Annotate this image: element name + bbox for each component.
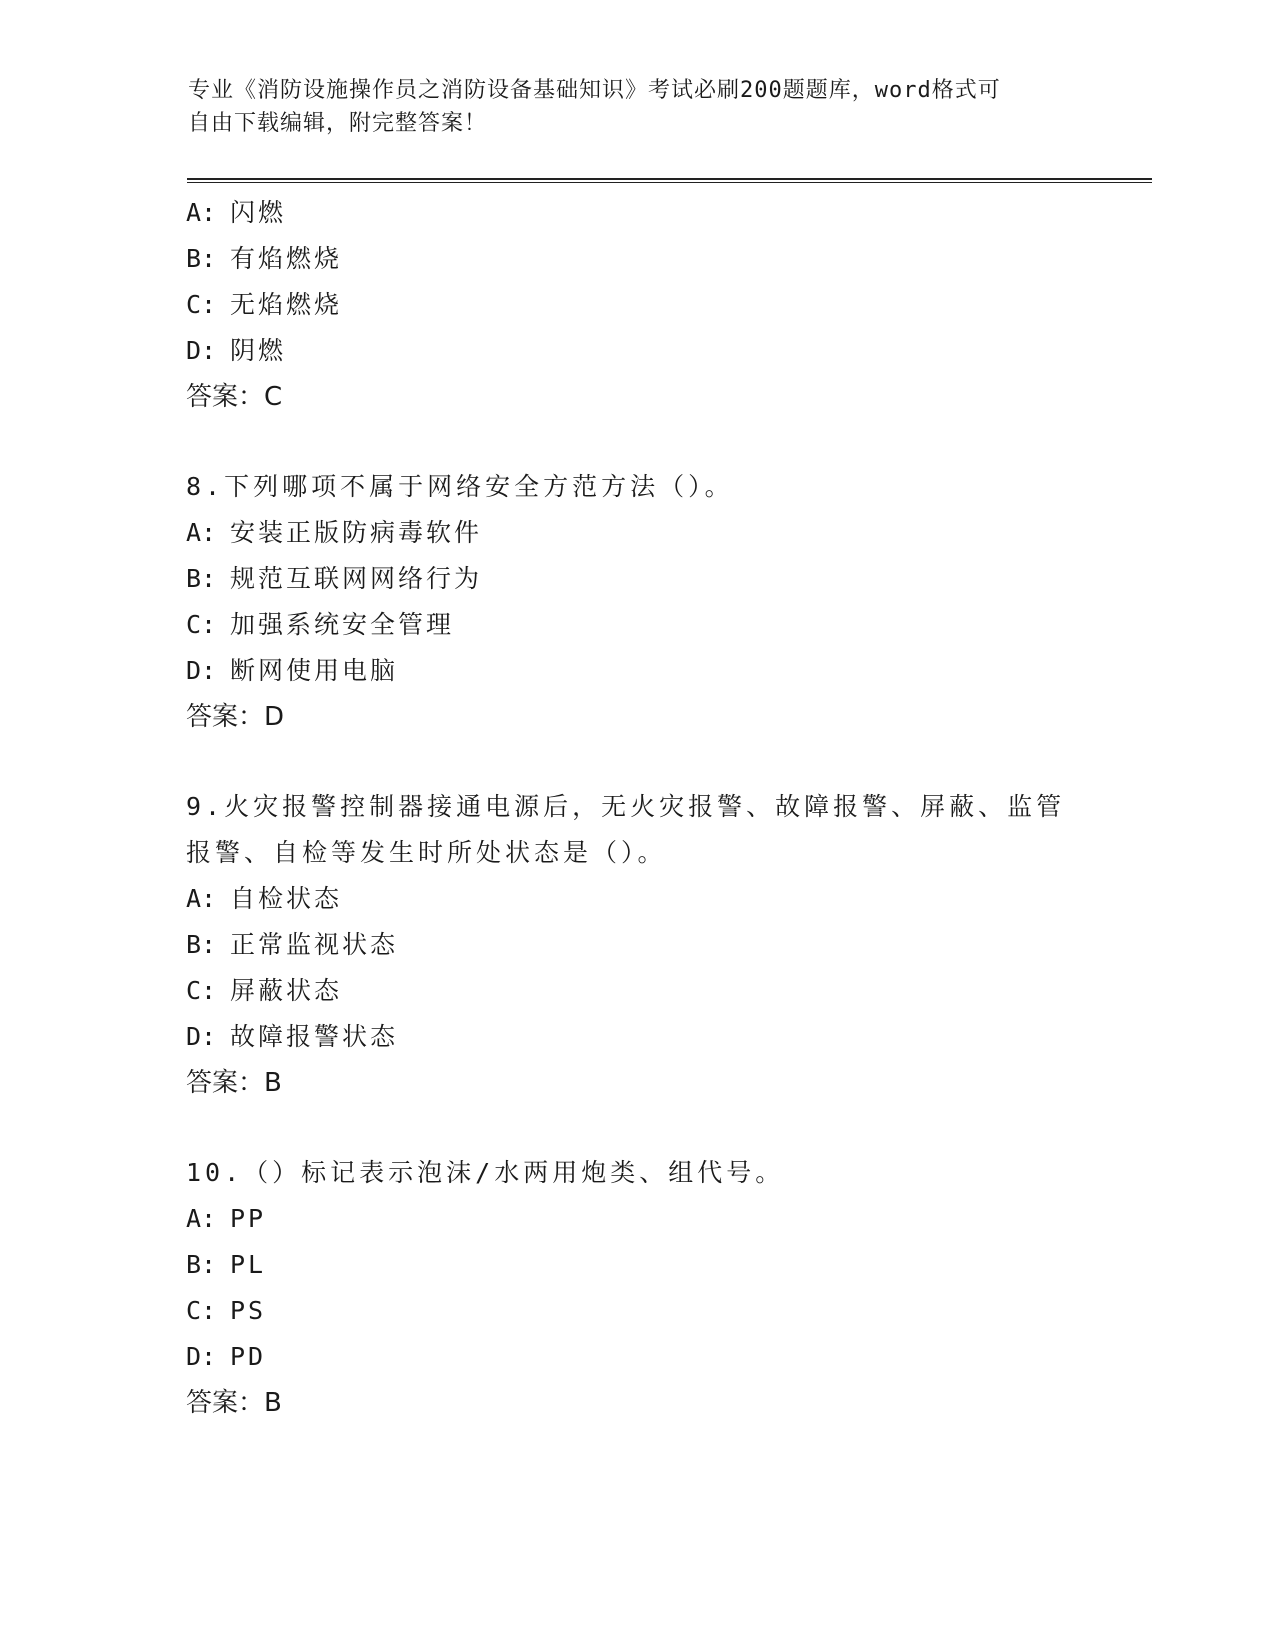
option-text: 故障报警状态 [230,1022,399,1051]
option-key: A: [186,198,217,227]
option-text: PD [230,1342,267,1371]
option-b [186,236,1086,282]
answer-line: 答案：B [186,1388,282,1418]
answer-line: 答案：B [186,1068,282,1098]
option-key: D: [186,656,217,685]
option-c [186,1288,1086,1334]
option-key: D: [186,1342,217,1371]
option-text: 安装正版防病毒软件 [230,518,483,547]
question-text [186,784,1086,876]
question-line-2: 报警、自检等发生时所处状态是（）。 [186,838,667,867]
option-a [186,1196,1086,1242]
option-key: C: [186,976,217,1005]
option-c [186,968,1086,1014]
option-text: PP [230,1204,267,1233]
question-block-9 [186,784,1086,1106]
header-line-1: 专业《消防设施操作员之消防设备基础知识》考试必刷200题题库，word格式可 [188,78,1001,103]
option-key: B: [186,930,217,959]
question-text: 8.下列哪项不属于网络安全方范方法（）。 [186,472,734,501]
option-key: B: [186,1250,217,1279]
option-a [186,190,1086,236]
option-text: PS [230,1296,267,1325]
question-list [186,190,1086,1426]
option-text: 阴燃 [230,336,287,365]
header-divider-thick [187,178,1152,180]
option-text: 有焰燃烧 [230,244,343,273]
document-header [188,74,1068,140]
option-key: C: [186,290,217,319]
option-d [186,1334,1086,1380]
option-d [186,1014,1086,1060]
option-text: PL [230,1250,267,1279]
option-key: B: [186,564,217,593]
answer-line: 答案：D [186,702,285,732]
option-a [186,510,1086,556]
question-block-8 [186,464,1086,740]
option-a [186,876,1086,922]
option-key: A: [186,1204,217,1233]
option-text: 正常监视状态 [230,930,399,959]
option-b [186,922,1086,968]
option-key: C: [186,1296,217,1325]
option-text: 闪燃 [230,198,287,227]
question-block-10 [186,1150,1086,1426]
option-b [186,556,1086,602]
option-key: D: [186,1022,217,1051]
option-key: D: [186,336,217,365]
option-text: 屏蔽状态 [230,976,343,1005]
option-d [186,648,1086,694]
option-d [186,328,1086,374]
option-key: C: [186,610,217,639]
option-text: 规范互联网网络行为 [230,564,483,593]
header-line-2: 自由下载编辑，附完整答案！ [188,111,488,136]
option-b [186,1242,1086,1288]
option-c [186,602,1086,648]
option-key: A: [186,518,217,547]
header-divider-thin [187,182,1152,183]
answer-line: 答案：C [186,382,283,412]
option-text: 加强系统安全管理 [230,610,455,639]
option-text: 断网使用电脑 [230,656,399,685]
question-line-1: 9.火灾报警控制器接通电源后，无火灾报警、故障报警、屏蔽、监管 [186,792,1066,821]
option-key: A: [186,884,217,913]
option-text: 自检状态 [230,884,343,913]
question-text: 10.（）标记表示泡沫/水两用炮类、组代号。 [186,1158,785,1187]
question-block-7 [186,190,1086,420]
option-key: B: [186,244,217,273]
option-c [186,282,1086,328]
option-text: 无焰燃烧 [230,290,343,319]
